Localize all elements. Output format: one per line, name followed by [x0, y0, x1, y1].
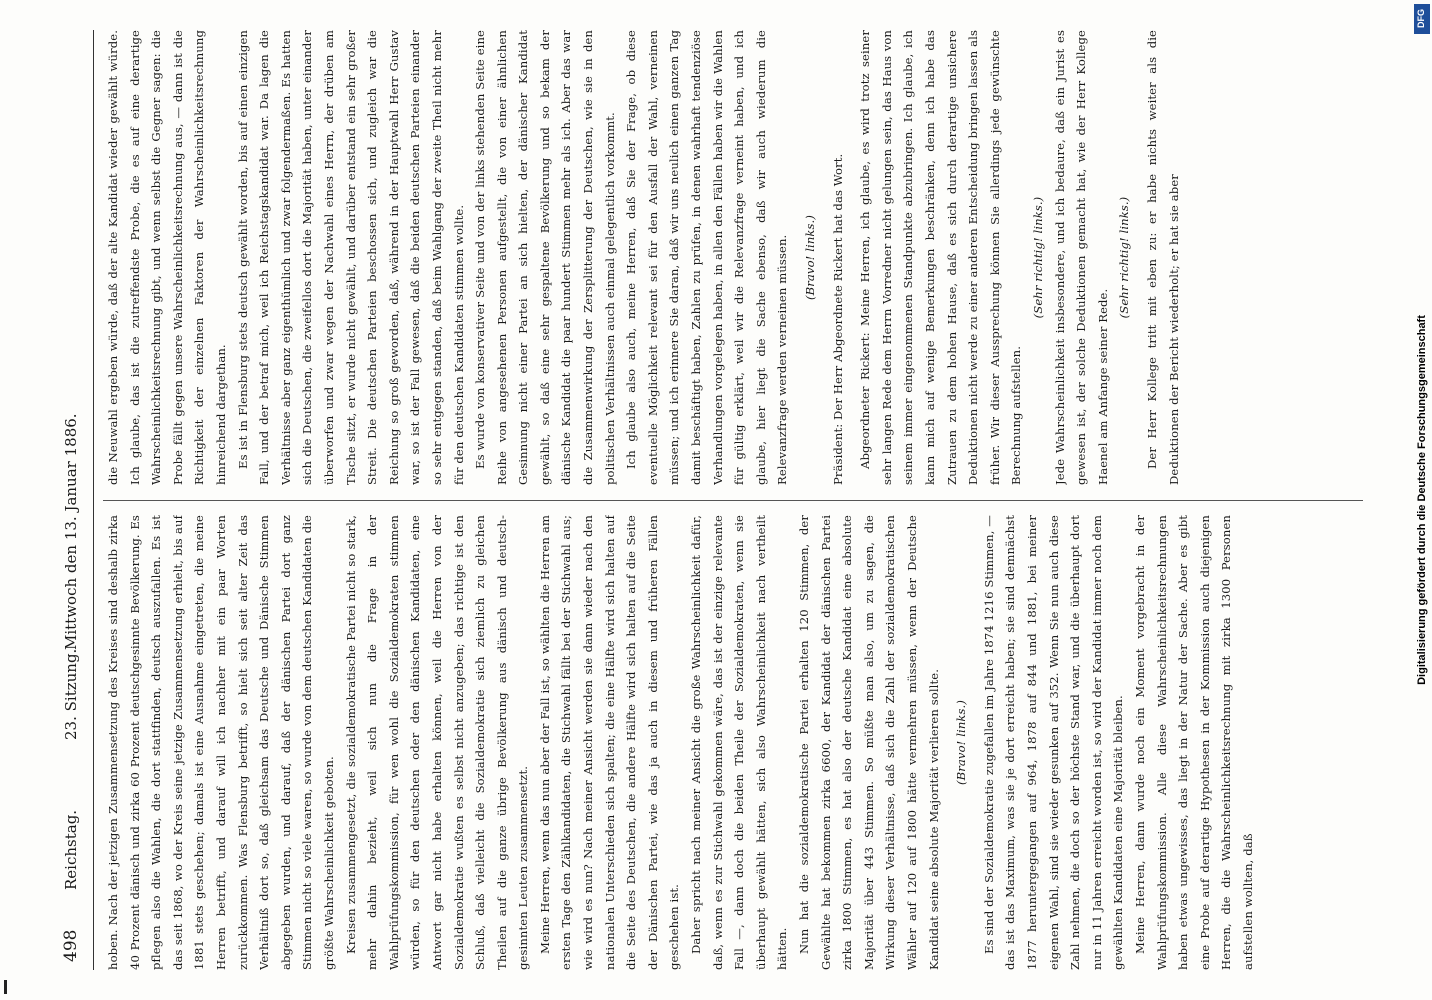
column-divider	[103, 500, 1363, 501]
rotated-text-block	[51, 30, 1381, 970]
dfg-logo: DFG	[1414, 4, 1430, 34]
scan-edge-mark	[4, 980, 7, 994]
paragraph: Meine Herren, wenn das nun aber der Fall ist, so wählten die Herren am ersten Tage den Zählkandidaten, die Stichwahl fällt bei der Stichwahl aus; wie wird es nun? Nach meiner Ansicht werden sie dann wieder nach den nationalen Unterschieden sich spalten; die eine Hälfte wird sich halten auf die Seite des Deutschen, die andere Hälfte wird sich halten auf die Seite der Dänischen Partei, wie das ja auch in diesem und früheren Fällen geschehen ist.	[537, 515, 682, 970]
paragraph: Meine Herren, dann wurde noch ein Moment vorgebracht in der Wahlprüfungskommission. Alle diese Wahrscheinlichkeitsrechnungen haben etwas ungewisses, das liegt in der Natur der Sache. Aber es gibt eine Probe auf derartige Hypothesen in der Kommission auch diejenigen Herren, die die Wahrscheinlichkeitsrechnung mit zirka 1300 Personen aufstellen wollten, daß	[1132, 515, 1255, 970]
page-number: 498	[61, 929, 81, 962]
paragraph: Der Herr Kollege tritt mit eben zu: er habe nichts weiter als die Deduktionen der Bericht wiederholt; er hat sie aber	[1144, 30, 1181, 485]
paragraph: die Neuwahl ergeben würde, daß der alte Kandidat wieder gewählt würde. Ich glaube, das ist die zutreffendste Probe, die es auf eine derartige Wahrscheinlichkeitsrechnung gibt, und wenn selbst die Gegner sagen: die Probe fällt gegen unsere Wahrscheinlichkeitsrechnung aus, — dann ist die Richtigkeit der einzelnen Faktoren der Wahrscheinlichkeitsrechnung hinreichend dargethan.	[106, 30, 228, 485]
page-header	[51, 30, 91, 970]
paragraph: Abgeordneter Rickert: Meine Herren, ich glaube, es wird trotz seiner sehr langen Rede dem Herrn Vorredner nicht gelungen sein, das Haus von seinem immer eingenommenen Standpunkte abzubringen. Ich glaube, ich kann mich auf wenige Bemerkungen beschränken, denn ich habe das Zutrauen zu dem hohen Hause, daß es sich durch derartige unsichere Deduktionen nicht werde zu einer anderen Entscheidung bringen lassen als früher. Wir dieser Aussprechung können Sie allerdings jede gewünschte Berechnung aufstellen.	[858, 30, 1024, 485]
paragraph: Es ist in Flensburg stets deutsch gewählt worden, bis auf einen einzigen Fall, und der betraf mich, weil ich Reichstagskandidat war. Da lagen die Verhältnisse aber ganz eigenthümlich und zwar folgendermaßen. Es hatten sich die Deutschen, die zweifellos dort die Majorität haben, unter einander überworfen und zwar wegen der Nachwahl eines Herrn, der drüben am Tische sitzt, er wurde nicht gewählt, und darüber entstand ein sehr großer Streit. Die deutschen Parteien beschossen sich, und zugleich war die Reichung so groß geworden, daß, während in der Hauptwahl Herr Gustav war, so ist der Fall gewesen, daß die beiden deutschen Parteien einander so sehr entgegen standen, daß beim Wahlgang der zweite Theil nicht mehr für den deutschen Kandidaten stimmen wollte.	[235, 30, 466, 485]
header-session: 23. Sitzung.	[62, 648, 80, 740]
paragraph: hoben. Nach der jetzigen Zusammensetzung des Kreises sind deshalb zirka 40 Prozent dänisch und zirka 60 Prozent deutschgesinnte Bevölkerung. Es pflegen also die Wahlen, die dort stattfinden, deutsch auszufallen. Es ist das seit 1868, wo der Kreis seine jetzige Zusammensetzung erhielt, bis auf 1881 stets geschehen; damals ist eine Ausnahme eingetreten, die meine Herren betrifft, und darauf will ich nachher mit ein paar Worten zurückkommen. Was Flensburg betrifft, so hielt sich seit alter Zeit das Verhältniß dort so, daß gleichsam das Deutsche und Dänische Stimmen abgegeben wurden, und darauf, daß der dänischen Partei dort ganz Stimmen nicht so viele waren, so wurde von dem deutschen Kandidaten die größte Wahrscheinlichkeit geboten.	[106, 515, 336, 970]
speaker-line: Präsident: Der Herr Abgeordnete Rickert hat das Wort.	[830, 153, 845, 485]
paragraph: Jede Wahrscheinlichkeit insbesondere, und ich bedaure, daß ein Jurist es gewesen ist, der solche Deduktionen gemacht hat, wie der Herr Kollege Haenel am Anfange seiner Rede.	[1052, 30, 1110, 485]
right-column	[103, 30, 1373, 485]
digitization-sidebar	[1412, 0, 1432, 1000]
header-rule	[93, 30, 94, 970]
paragraph: Ich glaube also auch, meine Herren, daß Sie der Frage, ob diese eventuelle Möglichkeit relevant sei für den Ausfall der Wahl, verneinen müssen; und ich erinnere Sie daran, daß wir uns neulich einen ganzen Tag damit beschäftigt haben, Zahlen zu prüfen, in denen wahrhaft tendenziöse Verhandlungen vorgelegen haben, in allen den Fällen haben wir die Wahlen für gültig erklärt, weil wir die Relevanzfrage verneint haben, und ich glaube, hier liegt die Sache ebenso, daß wir auch wiederum die Relevanzfrage werden verneinen müssen.	[624, 30, 790, 485]
header-date: Mittwoch den 13. Januar 1886.	[62, 413, 80, 650]
left-column	[103, 515, 1373, 970]
interjection-note: (Sehr richtig! links.)	[1030, 196, 1045, 319]
paragraph: Nun hat die sozialdemokratische Partei erhalten 120 Stimmen, der Gewählte hat bekommen zirka 6600, der Kandidat der dänischen Partei zirka 1800 Stimmen, es hat also der deutsche Kandidat eine absolute Majorität über 443 Stimmen. So müßte man also, um zu sagen, die Wirkung dieser Verhältnisse, daß sich die Zahl der sozialdemokratischen Wähler auf 120 auf 1800 hätte vermehren müssen, wenn der Deutsche Kandidat seine absolute Majorität verlieren sollte.	[797, 515, 941, 970]
applause-note: (Bravo! links.)	[954, 700, 969, 785]
header-parliament: Reichstag.	[62, 809, 80, 890]
paragraph: Daher spricht nach meiner Ansicht die große Wahrscheinlichkeit dafür, daß, wenn es zur Stichwahl gekommen wäre, das ist der einzige relevante Fall —, dann doch die beiden Theile der Sozialdemokraten, wenn sie überhaupt gewählt hätten, sich also Wahrscheinlichkeit nach vertheilt hätten.	[689, 515, 790, 970]
paragraph: Kreisen zusammengesetzt, die sozialdemokratische Partei nicht so stark, mehr dahin bezieht, weil sich nun die Frage in der Wahlprüfungskommission, für wen wohl die Sozialdemokraten stimmen würden, so für den deutschen oder den dänischen Kandidaten, eine Antwort gar nicht habe erhalten können, weil die Herren von der Sozialdemokratie wußten es selbst nicht anzugeben; das richtige ist den Schluß, daß vielleicht die Sozialdemokratie sich ziemlich zu gleichen Theilen auf die ganze übrige Bevölkerung aus dänisch und deutsch-gesinnten Leuten zusammensetzt.	[343, 515, 531, 970]
applause-note: (Bravo! links.)	[803, 215, 817, 300]
paragraph: Es wurde von konservativer Seite und von der links stehenden Seite eine Reihe von angesehenen Personen aufgestellt, die von einer ähnlichen Gesinnung nicht einer Partei an sich hielten, der dänischer Kandidat gewählt, so daß eine sehr gespaltene Bevölkerung und so bekam der dänische Kandidat die paar hundert Stimmen mehr als ich. Aber das war die Zusammenwirkung der Zersplitterung der Deutschen, wie sie in den politischen Verhältnissen auch einmal gelegentlich vorkommt.	[473, 30, 617, 485]
digitization-note: Digitalisierung gefördert durch die Deutsche Forschungsgemeinschaft	[1416, 315, 1428, 685]
interjection-note: (Sehr richtig! links.)	[1117, 196, 1132, 319]
paragraph: Es sind der Sozialdemokratie zugefallen im Jahre 1874 1216 Stimmen, — das ist das Maximum, was sie je dort erreicht haben; sie sind demnächst 1877 heruntergegangen auf 964, 1878 auf 844 und 1881, bei meiner eigenen Wahl, sind sie wieder gesunken auf 352. Wenn Sie nun auch diese Zahl nehmen, die doch so der höchste Stand war, und die überhaupt dort nur in 11 Jahren erreicht worden ist, so wird der Kandidat immer noch dem gewählten Kandidaten eine Majorität bleiben.	[981, 515, 1126, 970]
